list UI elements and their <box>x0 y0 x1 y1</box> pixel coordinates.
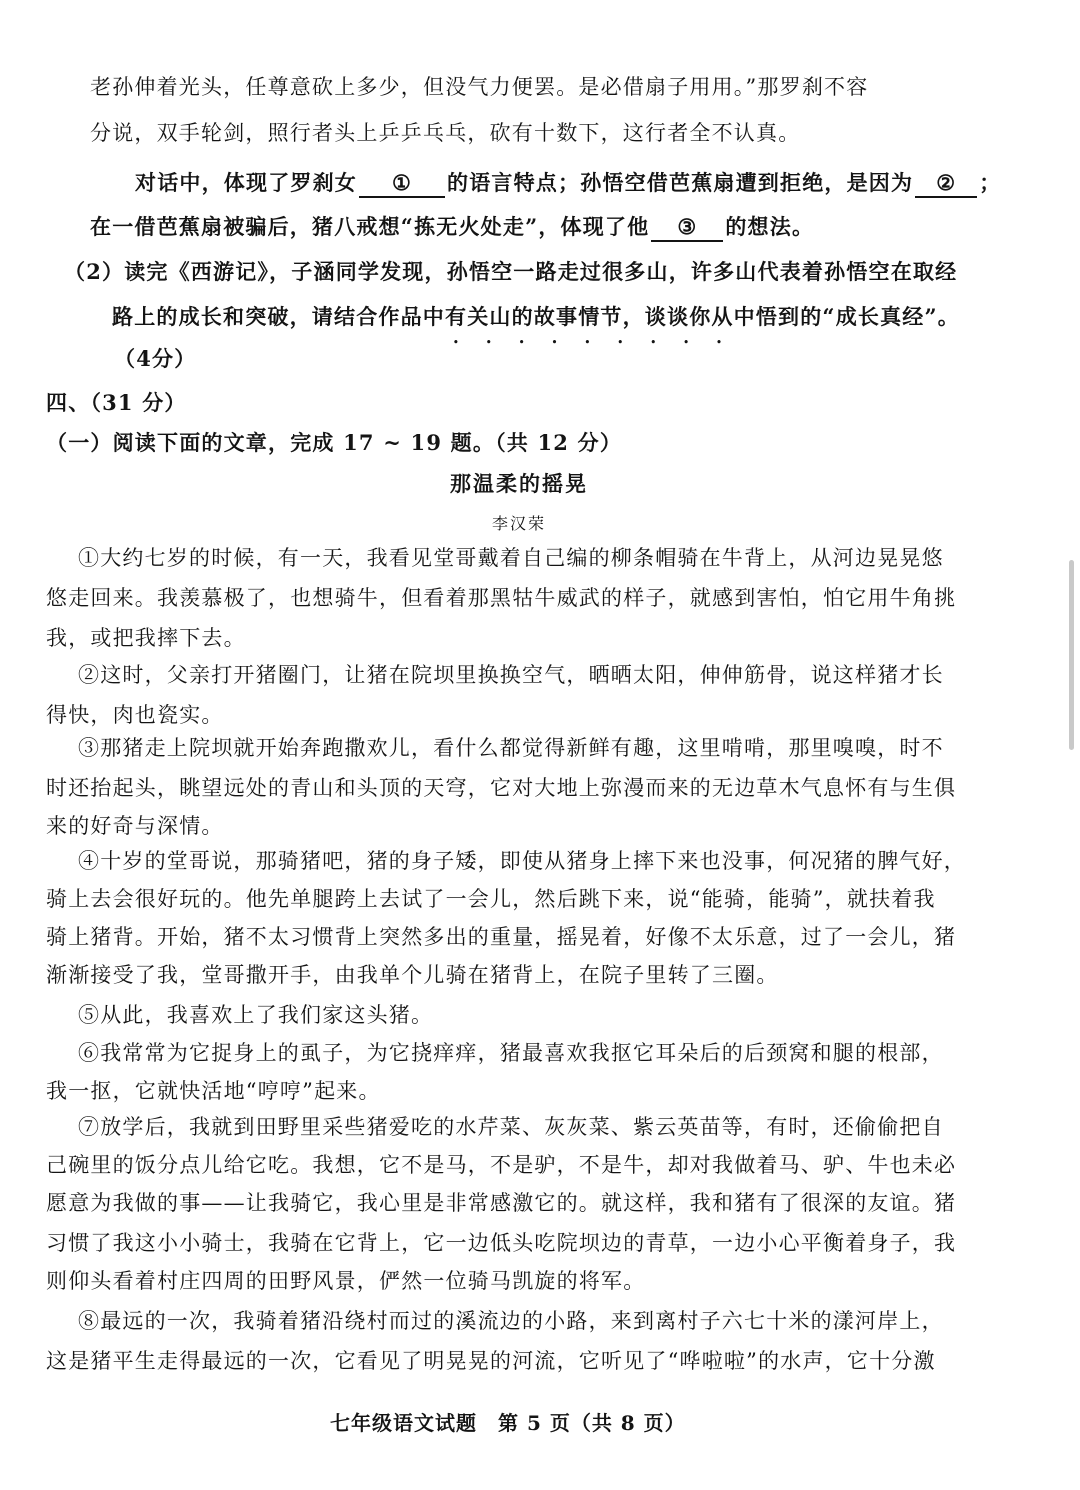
paragraph-line: ④十岁的堂哥说，那骑猪吧，猪的身子矮，即使从猪身上摔下来也没事，何况猪的脾气好， <box>78 849 966 873</box>
question-2-line <box>112 302 960 332</box>
paragraph-line: ①大约七岁的时候，有一天，我看见堂哥戴着自己编的柳条帽骑在牛背上，从河边晃晃悠 <box>78 546 944 570</box>
text-line: 分说，双手轮剑，照行者头上乒乒乓乓，砍有十数下，这行者全不认真。 <box>90 121 801 145</box>
article-author: 李汉荣 <box>492 514 547 533</box>
paragraph-line: ③那猪走上院坝就开始奔跑撒欢儿，看什么都觉得新鲜有趣，这里啃啃，那里嗅嗅，时不 <box>78 736 944 760</box>
paragraph-line: 悠走回来。我羡慕极了，也想骑牛，但看着那黑牯牛威武的样子，就感到害怕，怕它用牛角挑 <box>46 586 957 610</box>
question-text: 的语言特点；孙悟空借芭蕉扇遭到拒绝，是因为 <box>447 170 914 195</box>
question-text: 路上的成长和突破，请结合作品中 <box>112 304 445 329</box>
paragraph-line: 骑上猪背。开始，猪不太习惯背上突然多出的重量，摇晃着，好像不太乐意，过了一会儿，猪 <box>46 925 957 949</box>
question-text: 对话中，体现了罗刹女 <box>135 170 357 195</box>
page-footer: 七年级语文试题 第 5 页（共 8 页） <box>330 1411 686 1435</box>
paragraph-line: 我一抠，它就快活地“哼哼”起来。 <box>46 1079 381 1103</box>
score-note: （4分） <box>114 346 197 371</box>
paragraph-line: ⑧最远的一次，我骑着猪沿绕村而过的溪流边的小路，来到离村子六七十米的漾河岸上， <box>78 1309 944 1333</box>
paragraph-line: 来的好奇与深情。 <box>46 814 224 838</box>
paragraph-line: 渐渐接受了我，堂哥撒开手，由我单个儿骑在猪背上，在院子里转了三圈。 <box>46 963 779 987</box>
question-text: ； <box>979 170 1002 195</box>
paragraph-line: 这是猪平生走得最远的一次，它看见了明晃晃的河流，它听见了“哗啦啦”的水声，它十分激 <box>46 1349 936 1373</box>
subsection-heading: （一）阅读下面的文章，完成 17 ~ 19 题。（共 12 分） <box>46 430 623 455</box>
paragraph-line: ⑤从此，我喜欢上了我们家这头猪。 <box>78 1003 434 1027</box>
section-heading: 四、（31 分） <box>46 390 187 415</box>
question-text: ，谈谈你从中悟到的“成长真经”。 <box>622 304 960 329</box>
paragraph-line: 则仰头看着村庄四周的田野风景，俨然一位骑马凯旋的将军。 <box>46 1269 646 1293</box>
question-text: 的想法。 <box>725 214 815 239</box>
paragraph-line: ⑦放学后，我就到田野里采些猪爱吃的水芹菜、灰灰菜、紫云英苗等，有时，还偷偷把自 <box>78 1115 944 1139</box>
paragraph-line: 愿意为我做的事——让我骑它，我心里是非常感激它的。就这样，我和猪有了很深的友谊。猪 <box>46 1191 957 1215</box>
article-title: 那温柔的摇晃 <box>450 471 588 496</box>
question-text: 在一借芭蕉扇被骗后，猪八戒想“拣无火处走”，体现了他 <box>90 214 650 239</box>
paragraph-line: 我，或把我摔下去。 <box>46 626 246 650</box>
answer-blank-1[interactable]: ① <box>359 170 445 198</box>
scrollbar[interactable] <box>1069 560 1074 750</box>
paragraph-line: 己碗里的饭分点儿给它吃。我想，它不是马，不是驴，不是牛，却对我做着马、驴、牛也未必 <box>46 1153 957 1177</box>
paragraph-line: ⑥我常常为它捉身上的虱子，为它挠痒痒，猪最喜欢我抠它耳朵后的后颈窝和腿的根部， <box>78 1041 944 1065</box>
paragraph-line: ②这时，父亲打开猪圈门，让猪在院坝里换换空气，晒晒太阳，伸伸筋骨，说这样猪才长 <box>78 663 944 687</box>
question-1-line <box>135 168 1001 198</box>
paragraph-line: 骑上去会很好玩的。他先单腿跨上去试了一会儿，然后跳下来，说“能骑，能骑”，就扶着我 <box>46 887 936 911</box>
answer-blank-2[interactable]: ② <box>915 170 977 198</box>
text-line: 老孙伸着光头，任尊意砍上多少，但没气力便罢。是必借扇子用用。”那罗刹不容 <box>90 75 869 99</box>
question-2-line: （2）读完《西游记》，子涵同学发现，孙悟空一路走过很多山，许多山代表着孙悟空在取经 <box>64 259 958 284</box>
question-1-line <box>90 212 814 242</box>
paragraph-line: 习惯了我这小小骑士，我骑在它背上，它一边低头吃院坝边的青草，一边小心平衡着身子，我 <box>46 1231 957 1255</box>
paragraph-line: 得快，肉也瓷实。 <box>46 703 224 727</box>
answer-blank-3[interactable]: ③ <box>651 214 723 242</box>
paragraph-line: 时还抬起头，眺望远处的青山和头顶的天穹，它对大地上弥漫而来的无边草木气息怀有与生俱 <box>46 776 957 800</box>
emphasized-text: 有关山的故事情节 • • • <box>445 304 623 329</box>
